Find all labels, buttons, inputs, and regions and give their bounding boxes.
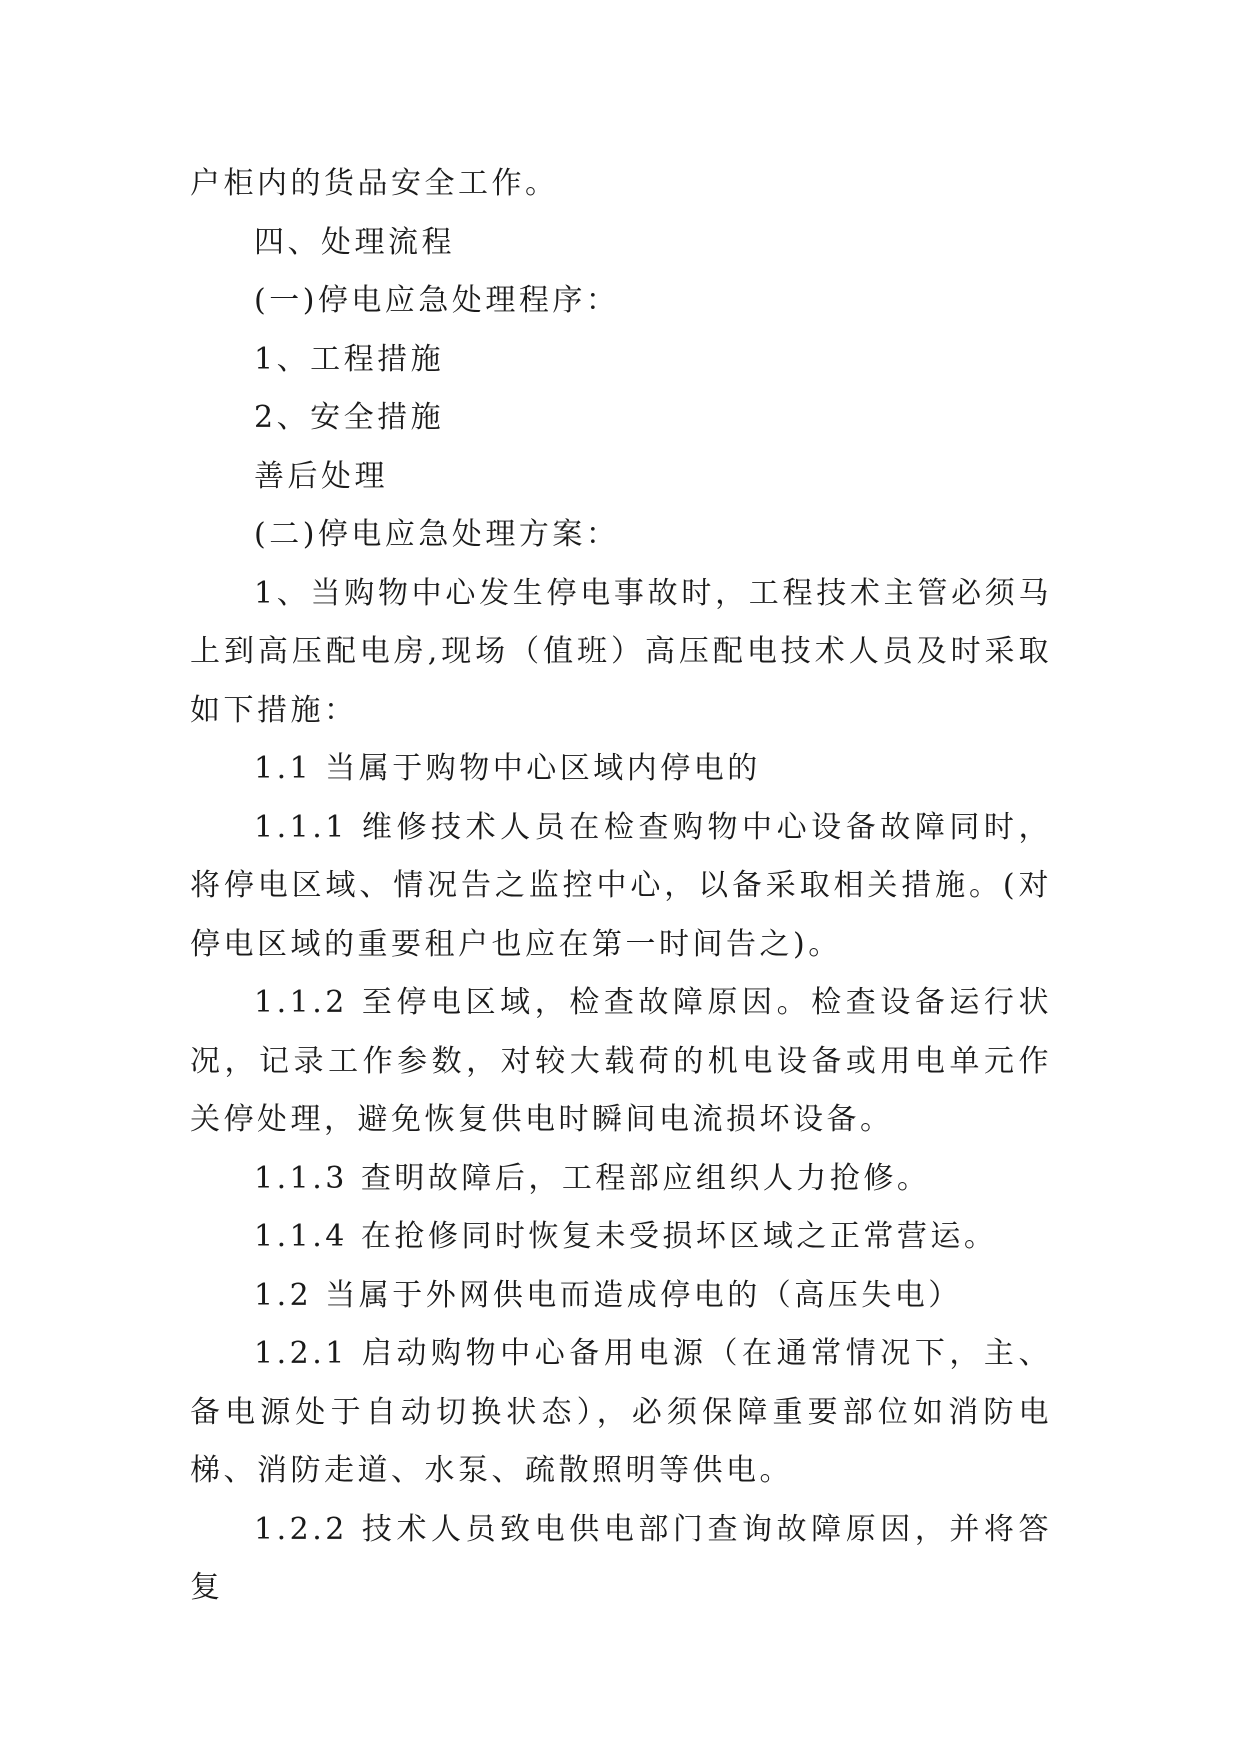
subsection-heading-procedure: (一)停电应急处理程序： [254,283,620,318]
paragraph-1-2-2: 1.2.2 技术人员致电供电部门查询故障原因，并将答复 [190,1511,1052,1605]
paragraph-continuation: 户柜内的货品安全工作。 [190,166,559,201]
paragraph-1-1-1: 1.1.1 维修技术人员在检查购物中心设备故障同时，将停电区域、情况告之监控中心，以备采取相关措施。(对停电区域的重要租户也应在第一时间告之)。 [190,809,1052,962]
paragraph-1-1-3: 1.1.3 查明故障后，工程部应组织人力抢修。 [254,1160,931,1196]
paragraph-1-1-2: 1.1.2 至停电区域，检查故障原因。检查设备运行状况，记录工作参数，对较大载荷的机电设备或用电单元作关停处理，避免恢复供电时瞬间电流损坏设备。 [190,985,1052,1137]
paragraph-1: 1、当购物中心发生停电事故时，工程技术主管必须马上到高压配电房,现场（值班）高压配电技术人员及时采取如下措施： [190,575,1052,728]
paragraph-1-1-4: 1.1.4 在抢修同时恢复未受损坏区域之正常营运。 [254,1219,998,1254]
paragraph-1-2-1: 1.2.1 启动购物中心备用电源（在通常情况下，主、备电源处于自动切换状态），必须保障重要部位如消防电梯、消防走道、水泵、疏散照明等供电。 [190,1336,1052,1488]
section-heading-process: 四、处理流程 [254,224,455,260]
paragraph-1-1: 1.1 当属于购物中心区域内停电的 [254,751,761,786]
list-item-engineering-measures: 1、工程措施 [254,341,445,377]
subsection-heading-plan: (二)停电应急处理方案： [254,517,620,552]
list-item-aftermath: 善后处理 [254,458,388,494]
list-item-safety-measures: 2、安全措施 [254,400,445,435]
document-body [190,155,1052,1618]
paragraph-1-2: 1.2 当属于外网供电而造成停电的（高压失电） [254,1277,962,1313]
